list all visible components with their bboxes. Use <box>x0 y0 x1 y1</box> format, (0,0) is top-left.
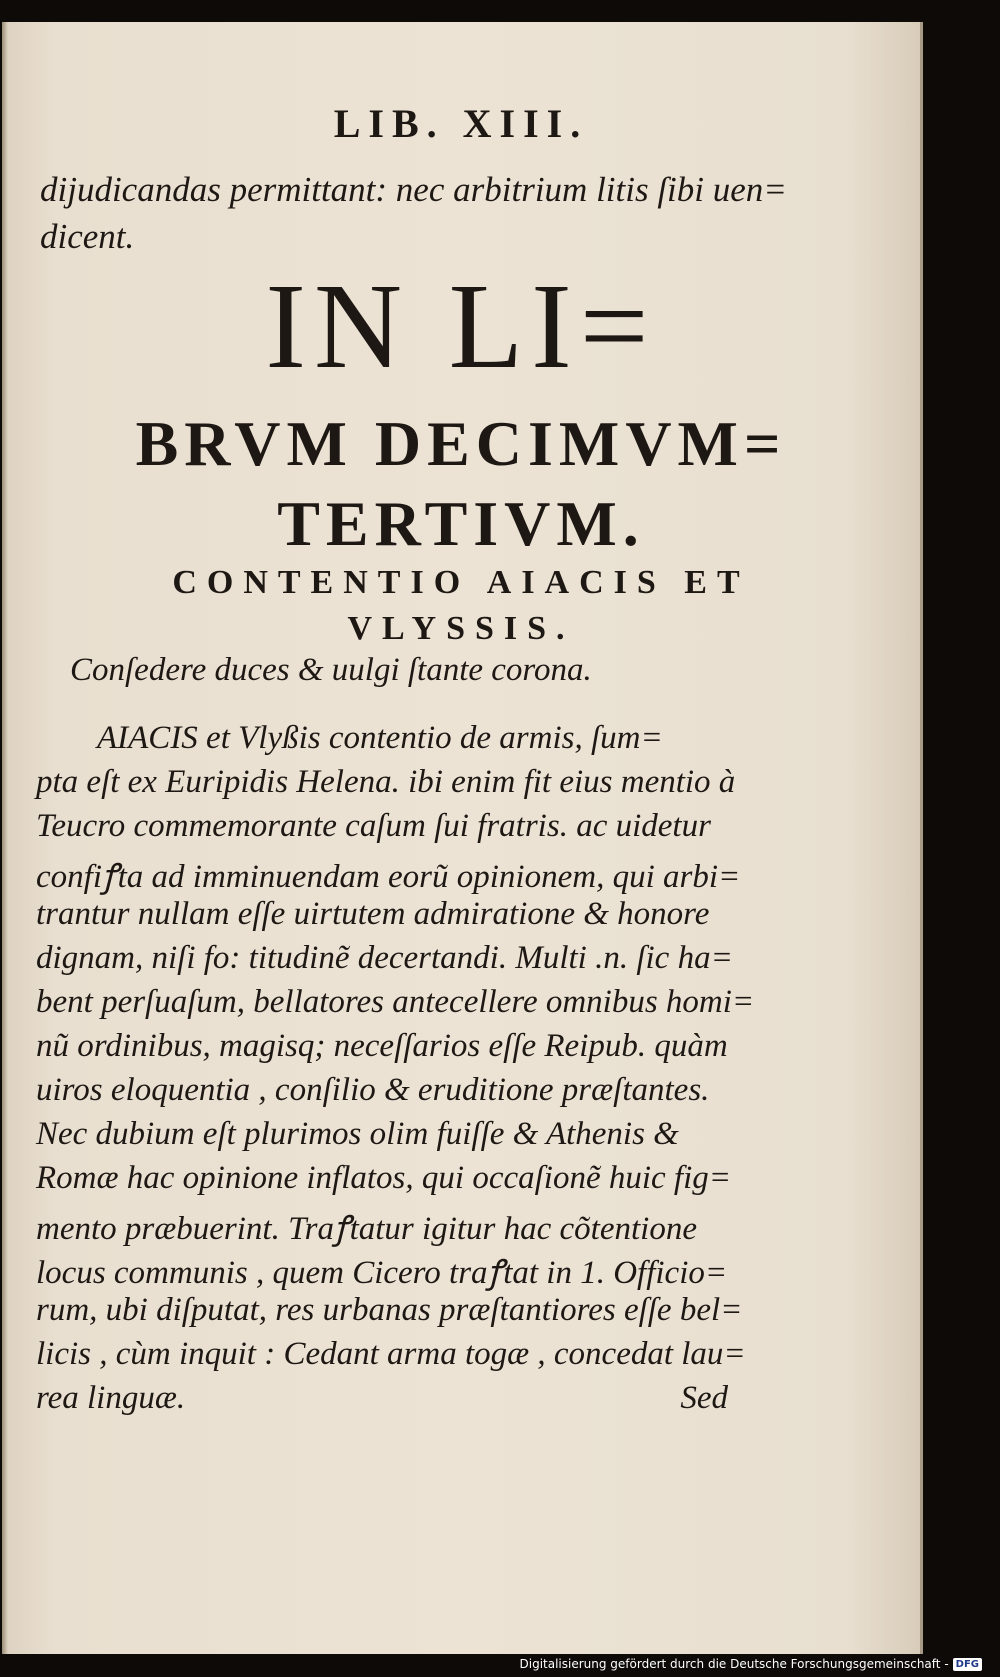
body-line: mento præbuerint. Traꝭtatur igitur hac cõtentione <box>36 1211 697 1247</box>
body-line: trantur nullam eſſe uirtutem admiratione & honore <box>36 896 710 932</box>
body-line: dignam, niſi fo: titudinẽ decertandi. Multi .n. ſic ha= <box>36 940 733 976</box>
book-page <box>2 22 923 1654</box>
body-line: pta eſt ex Euripidis Helena. ibi enim fit eius mentio à <box>36 764 736 800</box>
body-line: licis , cùm inquit : Cedant arma togæ , concedat lau= <box>36 1336 746 1372</box>
body-line: rea linguæ. <box>36 1380 186 1416</box>
body-line: uiros eloquentia , conſilio & eruditione præſtantes. <box>36 1072 710 1108</box>
catchword: Sed <box>680 1380 728 1416</box>
subtitle-line-2: VLYSSIS. <box>347 610 575 647</box>
digitization-credit <box>520 1657 983 1671</box>
top-line-2: dicent. <box>40 217 135 256</box>
body-line: confiꝭta ad imminuendam eorũ opinionem, qui arbi= <box>36 859 741 895</box>
body-line: nũ ordinibus, magisq; neceſſarios eſſe Reipub. quàm <box>36 1028 728 1064</box>
body-line: Romæ hac opinione inflatos, qui occaſionẽ huic fig= <box>36 1160 732 1196</box>
title-line-2: BRVM DECIMVM= <box>135 408 787 479</box>
title-large: IN LI= <box>265 259 657 394</box>
top-line-1: dijudicandas permittant: nec arbitrium litis ſibi uen= <box>40 170 787 209</box>
body-line: Teucro commemorante caſum ſui fratris. ac uidetur <box>36 808 711 844</box>
running-head: LIB. XIII. <box>333 101 589 146</box>
dfg-logo-icon: DFG <box>953 1658 982 1671</box>
subtitle-line-1: CONTENTIO AIACIS ET <box>172 564 750 601</box>
verse-quote: Conſedere duces & uulgi ſtante corona. <box>70 652 592 688</box>
body-line: bent perſuaſum, bellatores antecellere omnibus homi= <box>36 984 755 1020</box>
body-line: rum, ubi diſputat, res urbanas præſtantiores eſſe bel= <box>36 1292 743 1328</box>
body-line: AIACIS et Vlyßis contentio de armis, ſum= <box>97 720 663 756</box>
title-line-3: TERTIVM. <box>277 488 645 559</box>
body-line: Nec dubium eſt plurimos olim fuiſſe & Athenis & <box>36 1116 679 1152</box>
credit-text: Digitalisierung gefördert durch die Deutsche Forschungsgemeinschaft - <box>519 1657 949 1671</box>
body-line: locus communis , quem Cicero traꝭtat in 1. Officio= <box>36 1255 728 1291</box>
